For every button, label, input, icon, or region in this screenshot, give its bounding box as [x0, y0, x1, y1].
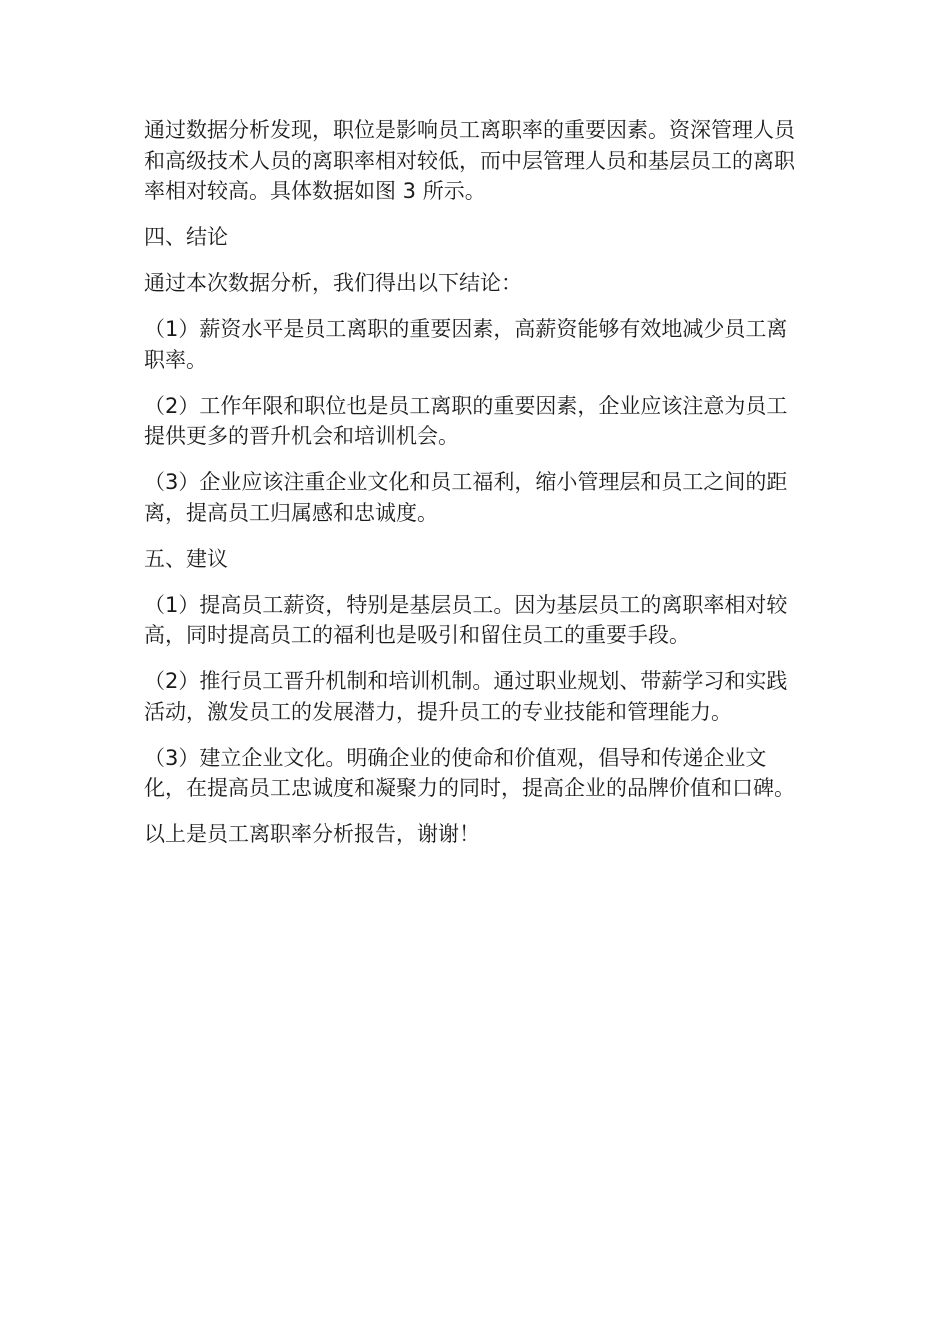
heading-suggestions: 五、建议 [144, 546, 228, 571]
paragraph-position-analysis: 通过数据分析发现，职位是影响员工离职率的重要因素。资深管理人员和高级技术人员的离职率相对较低，而中层管理人员和基层员工的离职率相对较高。具体数据如图 3 所示。 [144, 118, 795, 203]
paragraph-conclusion-intro: 通过本次数据分析，我们得出以下结论： [144, 271, 522, 295]
conclusion-item-3: （3）企业应该注重企业文化和员工福利，缩小管理层和员工之间的距离，提高员工归属感和忠诚度。 [144, 470, 788, 525]
document-body [144, 115, 808, 865]
suggestion-item-2: （2）推行员工晋升机制和培训机制。通过职业规划、带薪学习和实践活动，激发员工的发展潜力，提升员工的专业技能和管理能力。 [144, 669, 788, 724]
suggestion-item-1: （1）提高员工薪资，特别是基层员工。因为基层员工的离职率相对较高，同时提高员工的福利也是吸引和留住员工的重要手段。 [144, 592, 788, 647]
suggestion-item-3: （3）建立企业文化。明确企业的使命和价值观，倡导和传递企业文化，在提高员工忠诚度和凝聚力的同时，提高企业的品牌价值和口碑。 [144, 745, 795, 800]
heading-conclusion: 四、结论 [144, 225, 228, 249]
conclusion-item-2: （2）工作年限和职位也是员工离职的重要因素，企业应该注意为员工提供更多的晋升机会和培训机会。 [144, 393, 788, 448]
conclusion-item-1: （1）薪资水平是员工离职的重要因素，高薪资能够有效地减少员工离职率。 [144, 317, 788, 372]
closing-paragraph: 以上是员工离职率分析报告，谢谢！ [144, 822, 480, 846]
